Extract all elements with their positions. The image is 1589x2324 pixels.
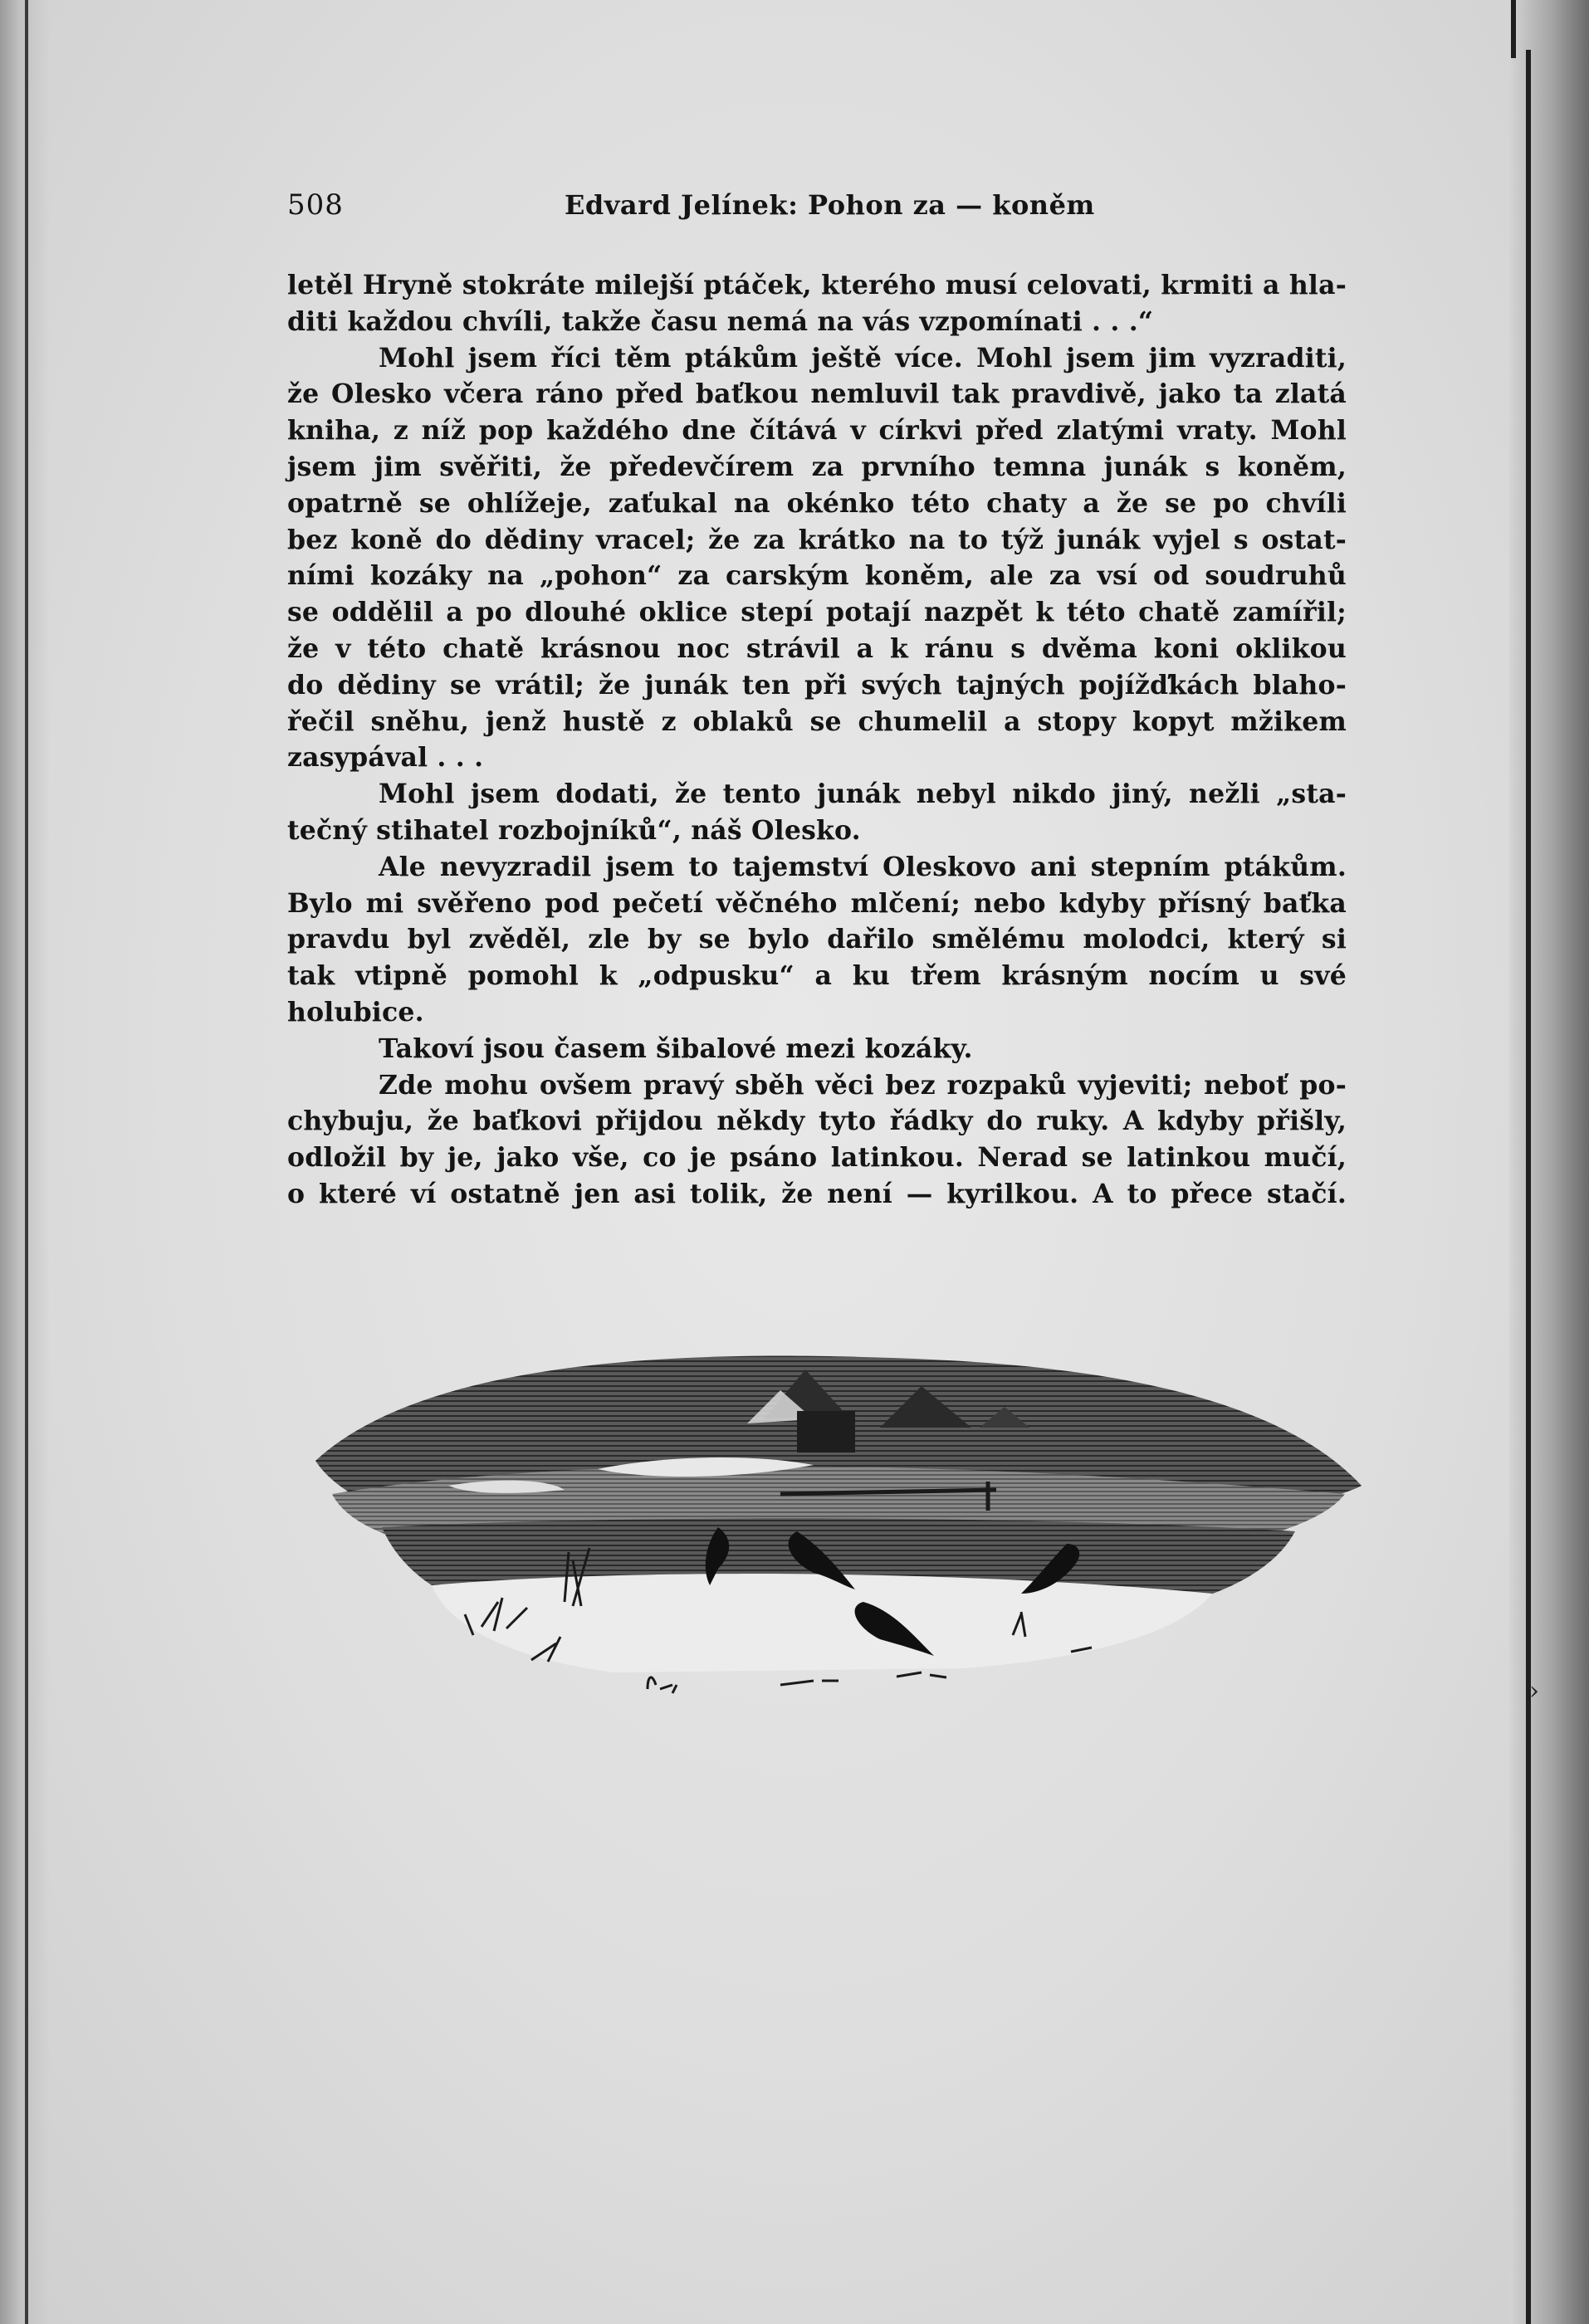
text-line: do dědiny se vrátil; že junák ten při svých tajných pojížďkách blaho- <box>287 669 1347 701</box>
margin-speck: › <box>1529 1677 1539 1706</box>
page-edge-line-top <box>1511 0 1516 58</box>
text-line: bez koně do dědiny vracel; že za krátko na to týž junák vyjel s ostat- <box>287 524 1347 555</box>
text-line: Mohl jsem dodati, že tento junák nebyl nikdo jiný, nežli „sta- <box>379 779 1347 810</box>
text-line: Bylo mi svěřeno pod pečetí věčného mlčení; nebo kdyby přísný baťka <box>287 887 1347 919</box>
text-line: ními kozáky na „pohon“ za carským koněm, ale za vsí od soudruhů <box>287 560 1347 592</box>
text-line: tak vtipně pomohl k „odpusku“ a ku třem krásným nocím u své <box>287 960 1347 992</box>
winter-scene-illustration <box>282 1320 1362 1718</box>
text-line: diti každou chvíli, takže času nemá na vás vzpomínati . . .“ <box>287 305 1154 337</box>
text-line: tečný stihatel rozbojníků“, náš Olesko. <box>287 814 861 846</box>
text-line: letěl Hryně stokráte milejší ptáček, kterého musí celovati, krmiti a hla- <box>287 270 1347 300</box>
text-line: Ale nevyzradil jsem to tajemství Oleskovo ani stepním ptákům. <box>379 851 1347 882</box>
running-head: Edvard Jelínek: Pohon za — koněm <box>565 189 1095 221</box>
text-line: řečil sněhu, jenž hustě z oblaků se chumelil a stopy kopyt mžikem <box>287 706 1347 737</box>
text-line: odložil by je, jako vše, co je psáno latinkou. Nerad se latinkou mučí, <box>287 1142 1347 1174</box>
text-line: Takoví jsou časem šibalové mezi kozáky. <box>379 1033 973 1064</box>
text-line: že Olesko včera ráno před baťkou nemluvil tak pravdivě, jako ta zlatá <box>287 378 1347 410</box>
page-header <box>287 184 1358 226</box>
text-line: o které ví ostatně jen asi tolik, že není — kyrilkou. A to přece stačí. <box>287 1178 1347 1209</box>
text-line: jsem jim svěřiti, že předevčírem za prvního temna junák s koněm, <box>287 451 1347 482</box>
text-line: Mohl jsem říci těm ptákům ještě více. Mohl jsem jim vyzraditi, <box>379 342 1347 374</box>
page-number: 508 <box>287 188 344 222</box>
text-line: opatrně se ohlížeje, zaťukal na okénko této chaty a že se po chvíli <box>287 487 1347 519</box>
illustration-svg <box>282 1320 1362 1718</box>
text-line: kniha, z níž pop každého dne čítává v církvi před zlatými vraty. Mohl <box>287 415 1347 447</box>
text-line: se oddělil a po dlouhé oklice stepí potají nazpět k této chatě zamířil; <box>287 597 1347 628</box>
binding-edge-line <box>25 0 28 2324</box>
text-line: holubice. <box>287 996 424 1028</box>
page-edge-shadow <box>1509 0 1589 2324</box>
text-line: zasypával . . . <box>287 742 484 774</box>
text-line: chybuju, že baťkovi přijdou někdy tyto řádky do ruky. A kdyby přišly, <box>287 1106 1347 1137</box>
body-text <box>287 267 1347 1213</box>
text-line: že v této chatě krásnou noc strávil a k ránu s dvěma koni oklikou <box>287 632 1347 664</box>
page-edge-line <box>1526 50 1531 2324</box>
text-line: Zde mohu ovšem pravý sběh věci bez rozpaků vyjeviti; neboť po- <box>379 1069 1347 1101</box>
text-line: pravdu byl zvěděl, zle by se bylo dařilo smělému molodci, který si <box>287 924 1347 955</box>
